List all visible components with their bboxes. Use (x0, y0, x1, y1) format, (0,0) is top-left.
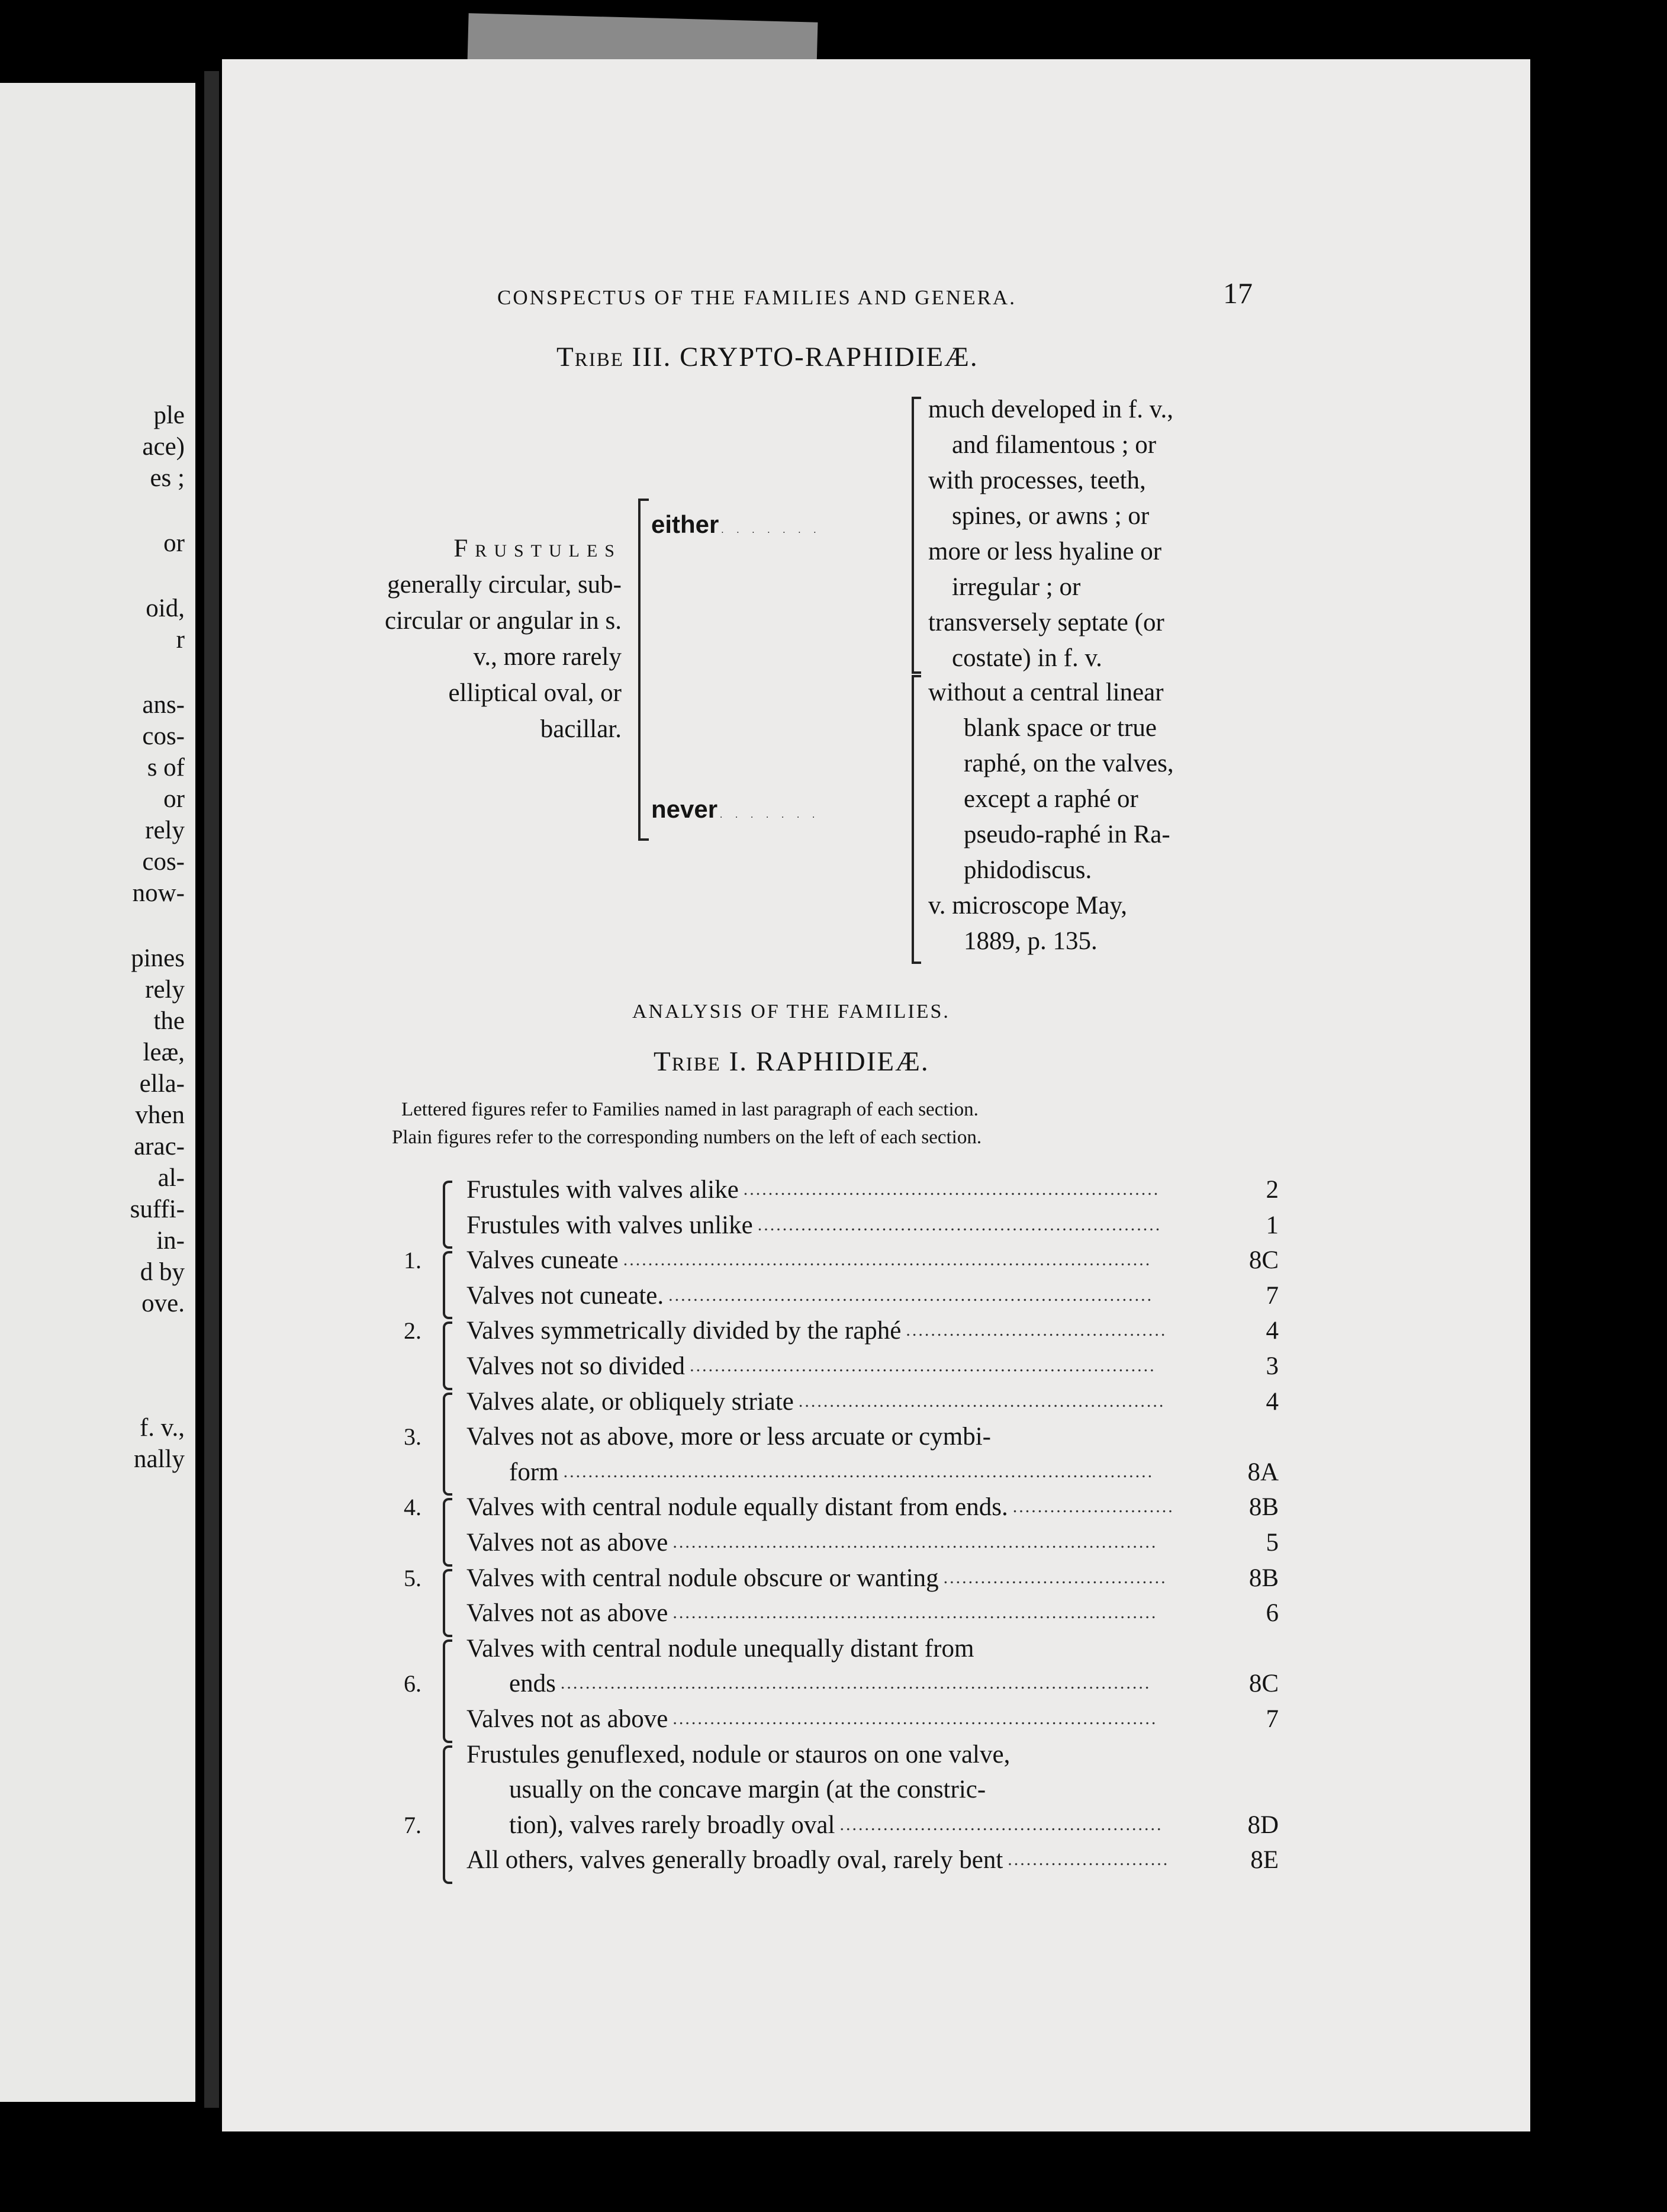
never-line: phidodiscus. (964, 856, 1092, 884)
key-brace (443, 1181, 452, 1249)
key-brace (443, 1639, 452, 1743)
facing-page-text-fragment: vhen (135, 1101, 185, 1129)
either-line: and filamentous ; or (952, 431, 1157, 459)
facing-page-text-fragment: leæ, (143, 1039, 185, 1066)
facing-page-text-fragment: ans- (142, 691, 185, 719)
facing-page-text-fragment: pines (131, 944, 185, 972)
either-line: spines, or awns ; or (952, 502, 1150, 530)
section-number: 6. (404, 1670, 421, 1697)
reference-figure: 2 (1266, 1176, 1279, 1204)
key-row-text: form (509, 1458, 559, 1486)
dot-leaders: .......................... (1008, 1851, 1170, 1869)
never-line: v. microscope May, (928, 892, 1127, 919)
facing-page-text-fragment: ple (153, 401, 185, 429)
key-row-text: Valves not as above (466, 1599, 668, 1628)
reference-figure: 4 (1266, 1387, 1279, 1416)
reference-figure: 8A (1247, 1458, 1279, 1486)
key-row-text: Frustules genuflexed, nodule or stauros on one valve, (466, 1740, 1011, 1769)
reference-figure: 8B (1248, 1493, 1279, 1522)
dot-leaders: ................................................................... (743, 1181, 1160, 1198)
note-lettered-figures: Lettered figures refer to Families named in last paragraph of each section. (401, 1099, 979, 1120)
tribe1-heading: Tribe I. RAPHIDIEÆ. (654, 1046, 929, 1077)
key-row-text: tion), valves rarely broadly oval (509, 1811, 835, 1839)
dot-leaders: .......................................... (906, 1322, 1167, 1340)
key-row-text: Valves not as above (466, 1529, 668, 1557)
facing-page-text-fragment: now- (132, 879, 185, 907)
reference-figure: 8E (1250, 1846, 1279, 1875)
dot-leaders: ................................................................. (757, 1216, 1162, 1234)
analysis-heading: ANALYSIS OF THE FAMILIES. (632, 1001, 950, 1023)
key-row-text: Valves with central nodule equally distant from ends. (466, 1493, 1008, 1522)
key-brace (443, 1251, 452, 1319)
key-row-text: Valves cuneate (466, 1246, 619, 1275)
never-line: without a central linear (928, 679, 1164, 706)
facing-page-text-fragment: al- (157, 1164, 185, 1192)
running-head: CONSPECTUS OF THE FAMILIES AND GENERA. (497, 286, 1016, 309)
note-plain-figures: Plain figures refer to the corresponding numbers on the left of each section. (392, 1127, 982, 1148)
facing-page-text-fragment: es ; (150, 464, 185, 492)
key-brace (443, 1569, 452, 1637)
key-row-text: Valves with central nodule unequally distant from (466, 1634, 974, 1663)
brace-frustules (638, 499, 649, 841)
facing-page-text-fragment: nally (134, 1445, 185, 1473)
never-line: raphé, on the valves, (964, 750, 1174, 777)
facing-page-text-fragment: ove. (141, 1290, 185, 1317)
reference-figure: 7 (1266, 1705, 1279, 1733)
section-number: 3. (404, 1423, 421, 1451)
dot-leaders: ........................................................... (798, 1392, 1166, 1410)
never-line: pseudo-raphé in Ra- (964, 821, 1170, 848)
key-brace (443, 1745, 452, 1884)
dot-leaders: ........................................................................... (690, 1357, 1156, 1375)
either-leaders: . . . . . . . (721, 525, 822, 535)
section-number: 5. (404, 1564, 421, 1592)
key-row-text: Valves not cuneate. (466, 1281, 664, 1310)
never-label: never (651, 795, 718, 823)
section-number: 7. (404, 1811, 421, 1838)
facing-page-text-fragment: or (163, 785, 185, 813)
reference-figure: 4 (1266, 1317, 1279, 1345)
key-row-text: Valves symmetrically divided by the raphé (466, 1317, 902, 1345)
key-row-text: Valves not as above, more or less arcuate or cymbi- (466, 1423, 991, 1451)
either-label: either (651, 510, 719, 538)
facing-page-text-fragment: cos- (142, 848, 185, 876)
page-number: 17 (1223, 276, 1253, 310)
facing-page-text-fragment: s of (147, 754, 185, 782)
reference-figure: 5 (1266, 1529, 1279, 1557)
key-row-text: All others, valves generally broadly oval, rarely bent (466, 1846, 1003, 1875)
never-line: 1889, p. 135. (964, 927, 1098, 955)
facing-page-text-fragment: cos- (142, 722, 185, 750)
dot-leaders: .................................... (943, 1568, 1167, 1587)
tribe3-heading: Tribe III. CRYPTO-RAPHIDIEÆ. (556, 342, 979, 372)
facing-page-text-fragment: or (163, 529, 185, 557)
key-brace (443, 1393, 452, 1496)
key-row-text: Valves alate, or obliquely striate (466, 1387, 794, 1416)
facing-page-fragment (0, 83, 195, 2102)
never-line: except a raphé or (964, 785, 1138, 813)
brace-never (912, 675, 921, 964)
key-brace (443, 1322, 452, 1390)
reference-figure: 8C (1248, 1670, 1279, 1698)
facing-page-text-fragment: the (153, 1007, 185, 1035)
key-row-text: Valves not so divided (466, 1352, 686, 1380)
facing-page-text-fragment: f. v., (139, 1414, 185, 1442)
either-line: costate) in f. v. (952, 644, 1102, 672)
facing-page-text-fragment: ace) (142, 433, 185, 461)
frustules-description (379, 531, 622, 747)
dot-leaders: .............................................................................. (668, 1286, 1154, 1304)
key-row-text: Frustules with valves alike (466, 1176, 739, 1204)
either-line: much developed in f. v., (928, 396, 1173, 423)
facing-page-text-fragment: d by (140, 1258, 185, 1286)
frustules-text: generally circular, sub-circular or angular in s. v., more rarely elliptical oval, or bacillar. (385, 571, 622, 743)
dot-leaders: .................................................... (839, 1815, 1163, 1834)
reference-figure: 8B (1248, 1564, 1279, 1592)
either-line: irregular ; or (952, 573, 1081, 601)
key-row-text: Valves with central nodule obscure or wanting (466, 1564, 939, 1592)
section-number: 4. (404, 1494, 421, 1521)
section-number: 1. (404, 1247, 421, 1274)
reference-figure: 1 (1266, 1211, 1279, 1239)
dot-leaders: ............................................................................................... (563, 1462, 1154, 1481)
dot-leaders: ..................................................................................... (623, 1251, 1152, 1269)
facing-page-text-fragment: r (176, 626, 185, 654)
reference-figure: 7 (1266, 1281, 1279, 1310)
facing-page-text-fragment: suffi- (130, 1195, 185, 1223)
never-branch (651, 797, 820, 822)
either-branch (651, 512, 821, 537)
dot-leaders: .............................................................................. (672, 1604, 1158, 1622)
dot-leaders: .............................................................................. (672, 1533, 1158, 1551)
facing-page-text-fragment: in- (156, 1227, 185, 1255)
book-gutter (204, 71, 219, 2108)
never-leaders: . . . . . . . (720, 810, 820, 820)
facing-page-text-fragment: ella- (139, 1070, 185, 1098)
dot-leaders: .......................... (1012, 1498, 1174, 1516)
either-line: transversely septate (or (928, 609, 1164, 636)
key-row-text: ends (509, 1670, 556, 1698)
frustules-label: Frustules (453, 535, 622, 562)
dot-leaders: ............................................................................................... (560, 1674, 1151, 1693)
never-line: blank space or true (964, 714, 1157, 742)
dot-leaders: .............................................................................. (672, 1710, 1158, 1728)
key-row-text: usually on the concave margin (at the constric- (509, 1776, 986, 1804)
key-row-text: Valves not as above (466, 1705, 668, 1733)
brace-either (912, 397, 921, 674)
key-row-text: Frustules with valves unlike (466, 1211, 753, 1239)
reference-figure: 6 (1266, 1599, 1279, 1628)
facing-page-text-fragment: rely (145, 816, 185, 844)
either-line: with processes, teeth, (928, 467, 1146, 494)
section-number: 2. (404, 1317, 421, 1345)
reference-figure: 8C (1248, 1246, 1279, 1275)
key-brace (443, 1498, 452, 1566)
either-line: more or less hyaline or (928, 538, 1162, 565)
facing-page-text-fragment: oid, (146, 594, 185, 622)
reference-figure: 3 (1266, 1352, 1279, 1380)
facing-page-text-fragment: rely (145, 976, 185, 1004)
reference-figure: 8D (1247, 1811, 1279, 1839)
facing-page-text-fragment: arac- (134, 1133, 185, 1160)
